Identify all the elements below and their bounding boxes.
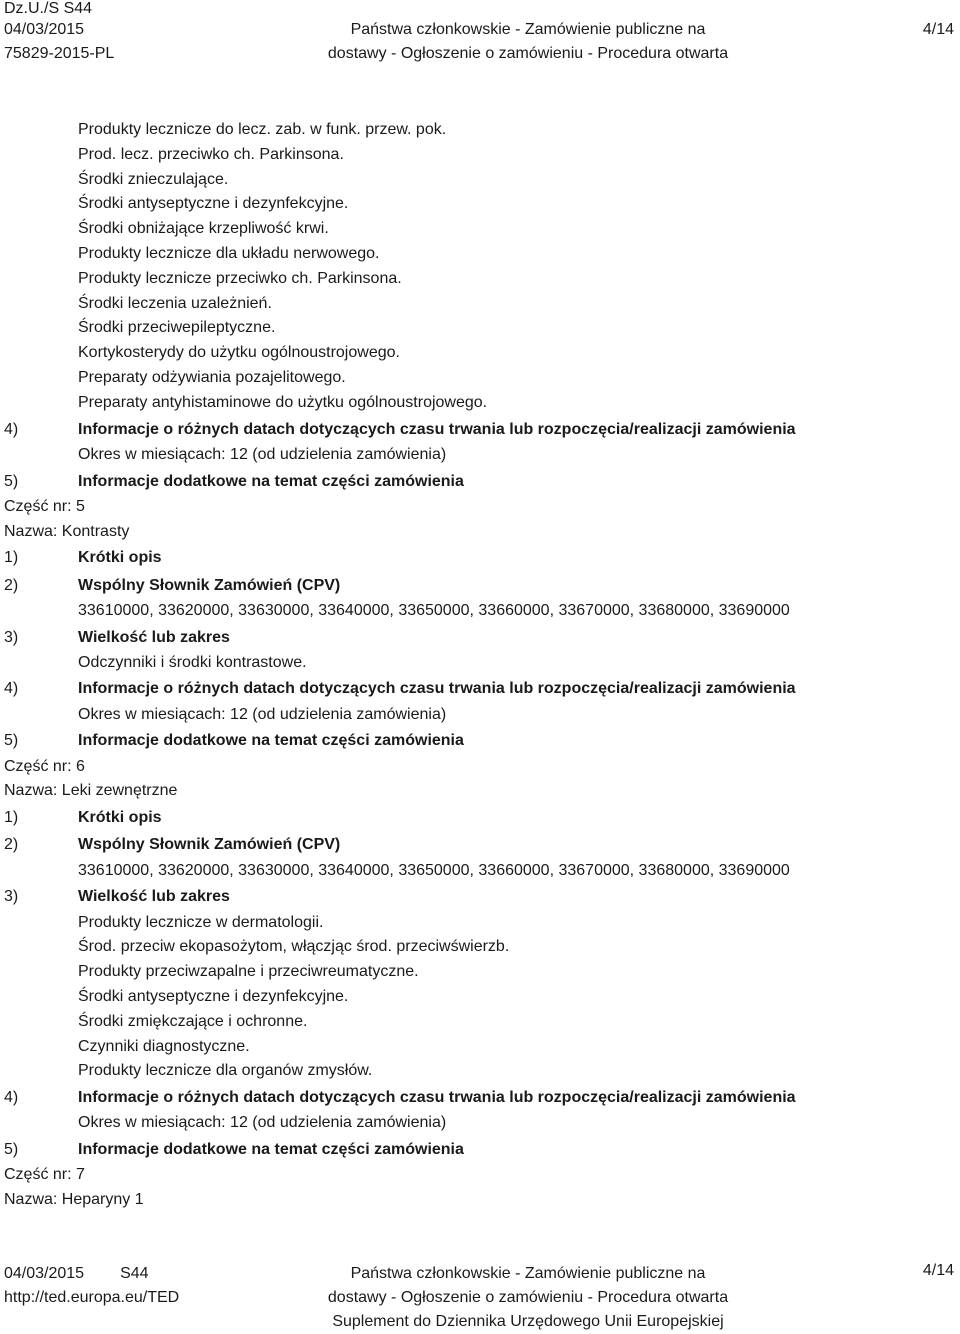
header-journal-ref: Dz.U./S S44: [4, 0, 93, 17]
section-heading: [0, 883, 960, 910]
document-body: [0, 118, 960, 1213]
header-title-line-1: Państwa członkowskie - Zamówienie publiczne na: [350, 21, 706, 38]
header-left: [4, 0, 114, 66]
text-line: Produkty lecznicze dla organów zmysłów.: [78, 1062, 373, 1080]
section-heading: [0, 831, 960, 858]
section-title: Krótki opis: [78, 809, 162, 827]
section-heading: [0, 468, 960, 495]
text-line: Środki antyseptyczne i dezynfekcyjne.: [78, 195, 349, 213]
text-line: Preparaty antyhistaminowe do użytku ogólnoustrojowego.: [78, 393, 488, 411]
section-number: 1): [4, 549, 19, 567]
text-line: Produkty lecznicze w dermatologii.: [78, 913, 324, 931]
section-title: Krótki opis: [78, 549, 162, 567]
text-line: Produkty przeciwzapalne i przeciwreumatyczne.: [78, 963, 419, 981]
text-line: Preparaty odżywiania pozajelitowego.: [78, 368, 346, 386]
section-number: 3): [4, 888, 19, 906]
section-number: 5): [4, 1141, 19, 1159]
part-label: Nazwa: Heparyny 1: [4, 1191, 144, 1209]
section-number: 2): [4, 836, 19, 854]
section-title: Informacje o różnych datach dotyczących czasu trwania lub rozpoczęcia/realizacji zamówienia: [78, 420, 796, 438]
text-line: Środ. przeciw ekopasożytom, włączjąc środ. przeciwświerzb.: [78, 938, 510, 956]
header-center: [298, 0, 758, 66]
part-label: Nazwa: Leki zewnętrzne: [4, 782, 178, 800]
footer-supplement: Suplement do Dziennika Urzędowego Unii Europejskiej: [332, 1313, 724, 1330]
text-line: Produkty lecznicze dla układu nerwowego.: [78, 244, 380, 262]
footer-title-line-2: dostawy - Ogłoszenie o zamówieniu - Procedura otwarta: [327, 1289, 729, 1306]
part-label: Część nr: 7: [4, 1166, 85, 1184]
text-line: Środki przeciwepileptyczne.: [78, 319, 276, 337]
section-heading: [0, 675, 960, 702]
part-label: Nazwa: Kontrasty: [4, 522, 130, 540]
section-heading: [0, 804, 960, 831]
footer-issue: S44: [120, 1265, 149, 1282]
section-number: 2): [4, 576, 19, 594]
footer-title-line-1: Państwa członkowskie - Zamówienie publiczne na: [350, 1265, 706, 1282]
section-number: 5): [4, 732, 19, 750]
section-title: Wielkość lub zakres: [78, 888, 230, 906]
part-label: Część nr: 6: [4, 757, 85, 775]
section-title: Wspólny Słownik Zamówień (CPV): [78, 576, 341, 594]
section-heading: [0, 624, 960, 651]
text-line: Produkty lecznicze przeciwko ch. Parkinsona.: [78, 269, 402, 287]
footer-date: 04/03/2015: [4, 1265, 85, 1282]
section-heading: [0, 727, 960, 754]
section-number: 1): [4, 809, 19, 827]
section-title: Informacje o różnych datach dotyczących czasu trwania lub rozpoczęcia/realizacji zamówienia: [78, 1089, 796, 1107]
header-date: 04/03/2015: [4, 21, 85, 38]
section-title: Informacje o różnych datach dotyczących czasu trwania lub rozpoczęcia/realizacji zamówienia: [78, 680, 796, 698]
text-line: Środki antyseptyczne i dezynfekcyjne.: [78, 988, 349, 1005]
text-line: Okres w miesiącach: 12 (od udzielenia zamówienia): [78, 1114, 447, 1132]
section-title: Informacje dodatkowe na temat części zamówienia: [78, 732, 464, 750]
text-line: Środki leczenia uzależnień.: [78, 294, 272, 312]
page-footer: [0, 1262, 960, 1334]
section-heading: [0, 544, 960, 571]
footer-url[interactable]: http://ted.europa.eu/TED: [4, 1289, 180, 1306]
text-line: 33610000, 33620000, 33630000, 33640000, 33650000, 33660000, 33670000, 33680000, 33690000: [78, 601, 790, 619]
section-number: 4): [4, 420, 19, 438]
header-notice-number: 75829-2015-PL: [4, 45, 115, 62]
text-line: Odczynniki i środki kontrastowe.: [78, 653, 307, 671]
section-number: 4): [4, 1089, 19, 1107]
section-heading: [0, 1136, 960, 1163]
section-title: Informacje dodatkowe na temat części zamówienia: [78, 472, 464, 490]
section-number: 5): [4, 472, 19, 490]
section-title: Wspólny Słownik Zamówień (CPV): [78, 836, 341, 854]
text-line: Środki znieczulające.: [78, 170, 229, 188]
text-line: Środki obniżające krzepliwość krwi.: [78, 220, 329, 238]
footer-page-number: 4/14: [922, 1262, 954, 1279]
text-line: Czynniki diagnostyczne.: [78, 1037, 250, 1055]
text-line: Kortykosterydy do użytku ogólnoustrojowego.: [78, 344, 400, 362]
header-title-line-2: dostawy - Ogłoszenie o zamówieniu - Procedura otwarta: [327, 45, 729, 62]
text-line: 33610000, 33620000, 33630000, 33640000, 33650000, 33660000, 33670000, 33680000, 33690000: [78, 861, 790, 879]
text-line: Prod. lecz. przeciwko ch. Parkinsona.: [78, 145, 344, 163]
section-title: Informacje dodatkowe na temat części zamówienia: [78, 1141, 464, 1159]
section-number: 4): [4, 680, 19, 698]
header-page-number: 4/14: [922, 21, 954, 38]
text-line: Okres w miesiącach: 12 (od udzielenia zamówienia): [78, 705, 447, 723]
text-line: Środki zmiękczające i ochronne.: [78, 1012, 308, 1030]
section-heading: [0, 572, 960, 599]
footer-center: [298, 1262, 758, 1334]
text-line: Okres w miesiącach: 12 (od udzielenia zamówienia): [78, 445, 447, 463]
page-header: [0, 0, 960, 70]
section-heading: [0, 416, 960, 443]
part-label: Część nr: 5: [4, 497, 85, 515]
section-title: Wielkość lub zakres: [78, 628, 230, 646]
footer-left: [4, 1262, 179, 1310]
section-heading: [0, 1084, 960, 1111]
section-number: 3): [4, 628, 19, 646]
text-line: Produkty lecznicze do lecz. zab. w funk. przew. pok.: [78, 121, 447, 138]
